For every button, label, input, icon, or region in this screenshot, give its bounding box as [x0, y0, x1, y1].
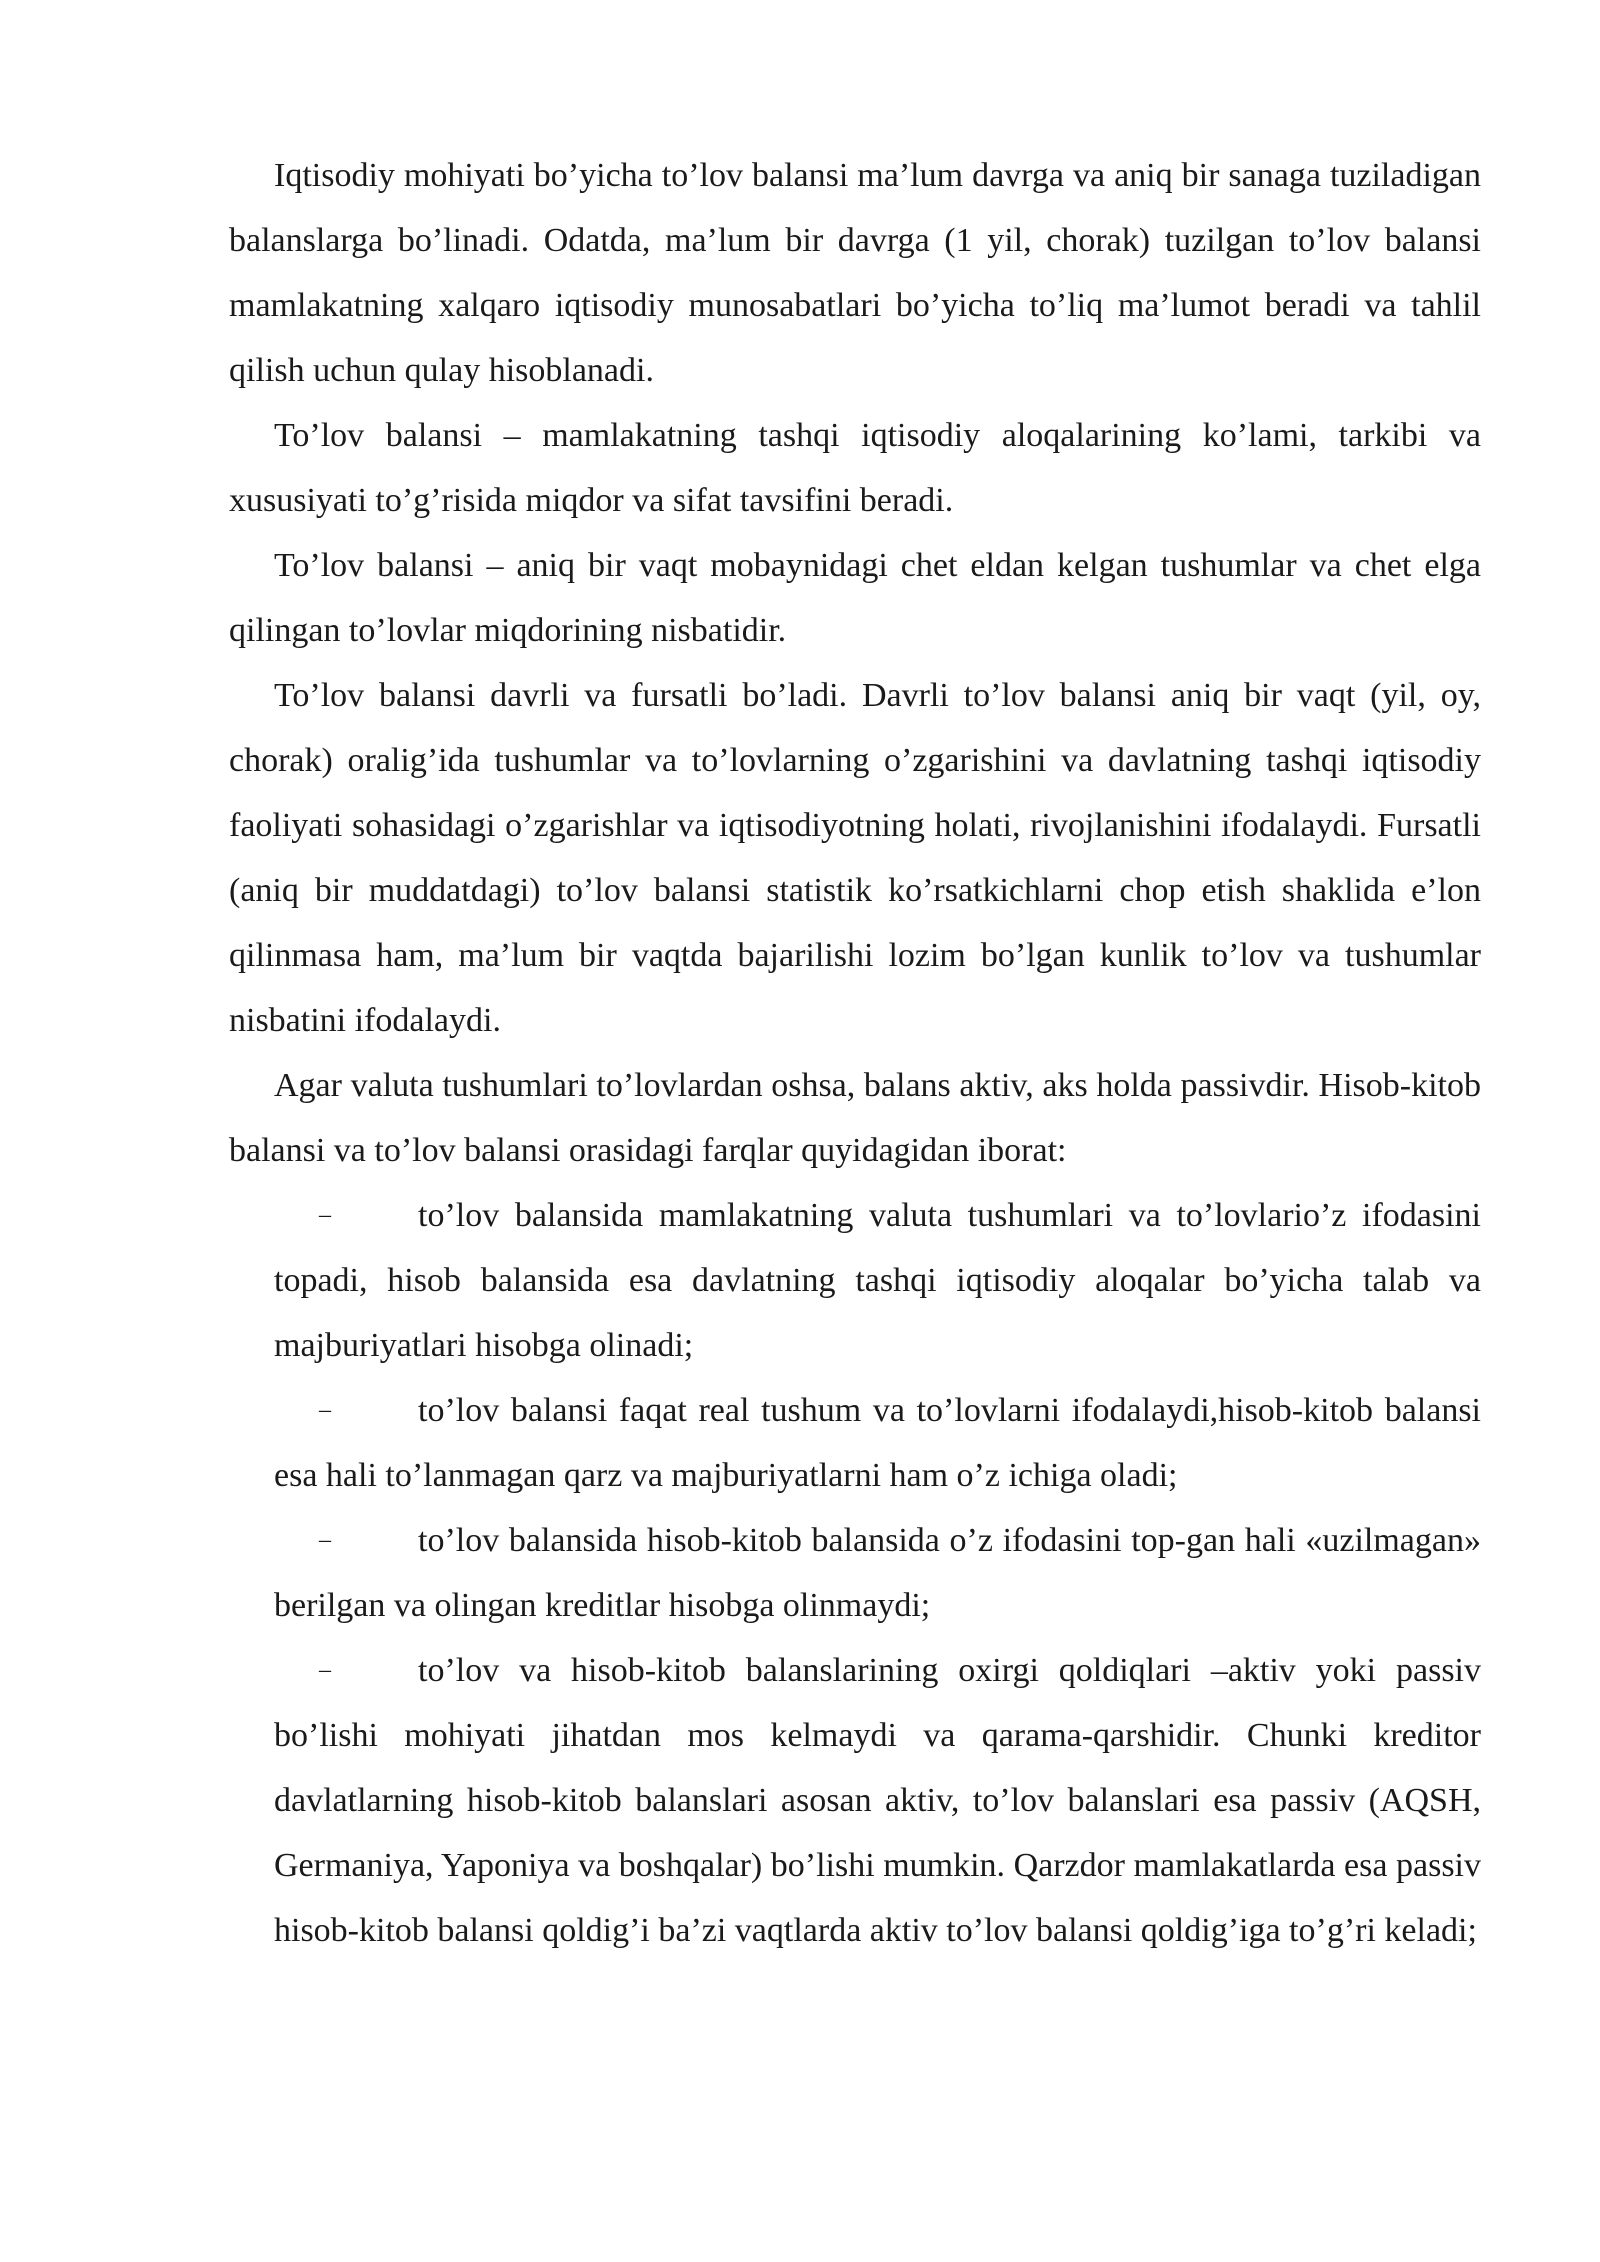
paragraph: To’lov balansi davrli va fursatli bo’ladi. Davrli to’lov balansi aniq bir vaqt (yil, oy, chorak) oralig’ida tushumlar va to’lovlarning o’zgarishini va davlatning tashqi iqtisodiy faoliyati sohasidagi o’zgarishlar va iqtisodiyotning holati, rivojlanishini ifodalaydi. Fursatli (aniq bir muddatdagi) to’lov balansi statistik ko’rsatkichlarni chop etish shaklida e’lon qilinmasa ham, ma’lum bir vaqtda bajarilishi lozim bo’lgan kunlik to’lov va tushumlar nisbatini ifodalaydi.	[229, 677, 1481, 1039]
dash-bullet: –	[319, 1657, 331, 1683]
document-body	[229, 143, 1481, 1963]
list-item	[274, 1638, 1481, 1963]
paragraph: Iqtisodiy mohiyati bo’yicha to’lov balansi ma’lum davrga va aniq bir sanaga tuziladigan balanslarga bo’linadi. Odatda, ma’lum bir davrga (1 yil, chorak) tuzilgan to’lov balansi mamlakatning xalqaro iqtisodiy munosabatlari bo’yicha to’liq ma’lumot beradi va tahlil qilish uchun qulay hisoblanadi.	[229, 157, 1481, 389]
paragraph: To’lov balansi – mamlakatning tashqi iqtisodiy aloqalarining ko’lami, tarkibi va xususiyati to’g’risida miqdor va sifat tavsifini beradi.	[229, 417, 1481, 519]
list-item	[274, 1508, 1481, 1638]
list-item-text: to’lov balansi faqat real tushum va to’lovlarni ifodalaydi,hisob-kitob balansi esa hali to’lanmagan qarz va majburiyatlarni ham o’z ichiga oladi;	[274, 1392, 1481, 1494]
paragraph: Agar valuta tushumlari to’lovlardan oshsa, balans aktiv, aks holda passivdir. Hisob-kitob balansi va to’lov balansi orasidagi farqlar quyidagidan iborat:	[229, 1067, 1481, 1169]
paragraph: To’lov balansi – aniq bir vaqt mobaynidagi chet eldan kelgan tushumlar va chet elga qilingan to’lovlar miqdorining nisbatidir.	[229, 547, 1481, 649]
list-item	[274, 1183, 1481, 1378]
list-item	[274, 1378, 1481, 1508]
dash-bullet: –	[319, 1202, 331, 1228]
dash-bullet: –	[319, 1397, 331, 1423]
dash-bullet: –	[319, 1527, 331, 1553]
list-item-text: to’lov balansida mamlakatning valuta tushumlari va to’lovlario’z ifodasini topadi, hisob balansida esa davlatning tashqi iqtisodiy aloqalar bo’yicha talab va majburiyatlari hisobga olinadi;	[274, 1197, 1481, 1364]
list-item-text: to’lov balansida hisob-kitob balansida o’z ifodasini top-gan hali «uzilmagan» berilgan va olingan kreditlar hisobga olinmaydi;	[274, 1522, 1481, 1624]
list-item-text: to’lov va hisob-kitob balanslarining oxirgi qoldiqlari –aktiv yoki passiv bo’lishi mohiyati jihatdan mos kelmaydi va qarama-qarshidir. Chunki kreditor davlatlarning hisob-kitob balanslari asosan aktiv, to’lov balanslari esa passiv (AQSH, Germaniya, Yaponiya va boshqalar) bo’lishi mumkin. Qarzdor mamlakatlarda esa passiv hisob-kitob balansi qoldig’i ba’zi vaqtlarda aktiv to’lov balansi qoldig’iga to’g’ri keladi;	[274, 1652, 1481, 1949]
